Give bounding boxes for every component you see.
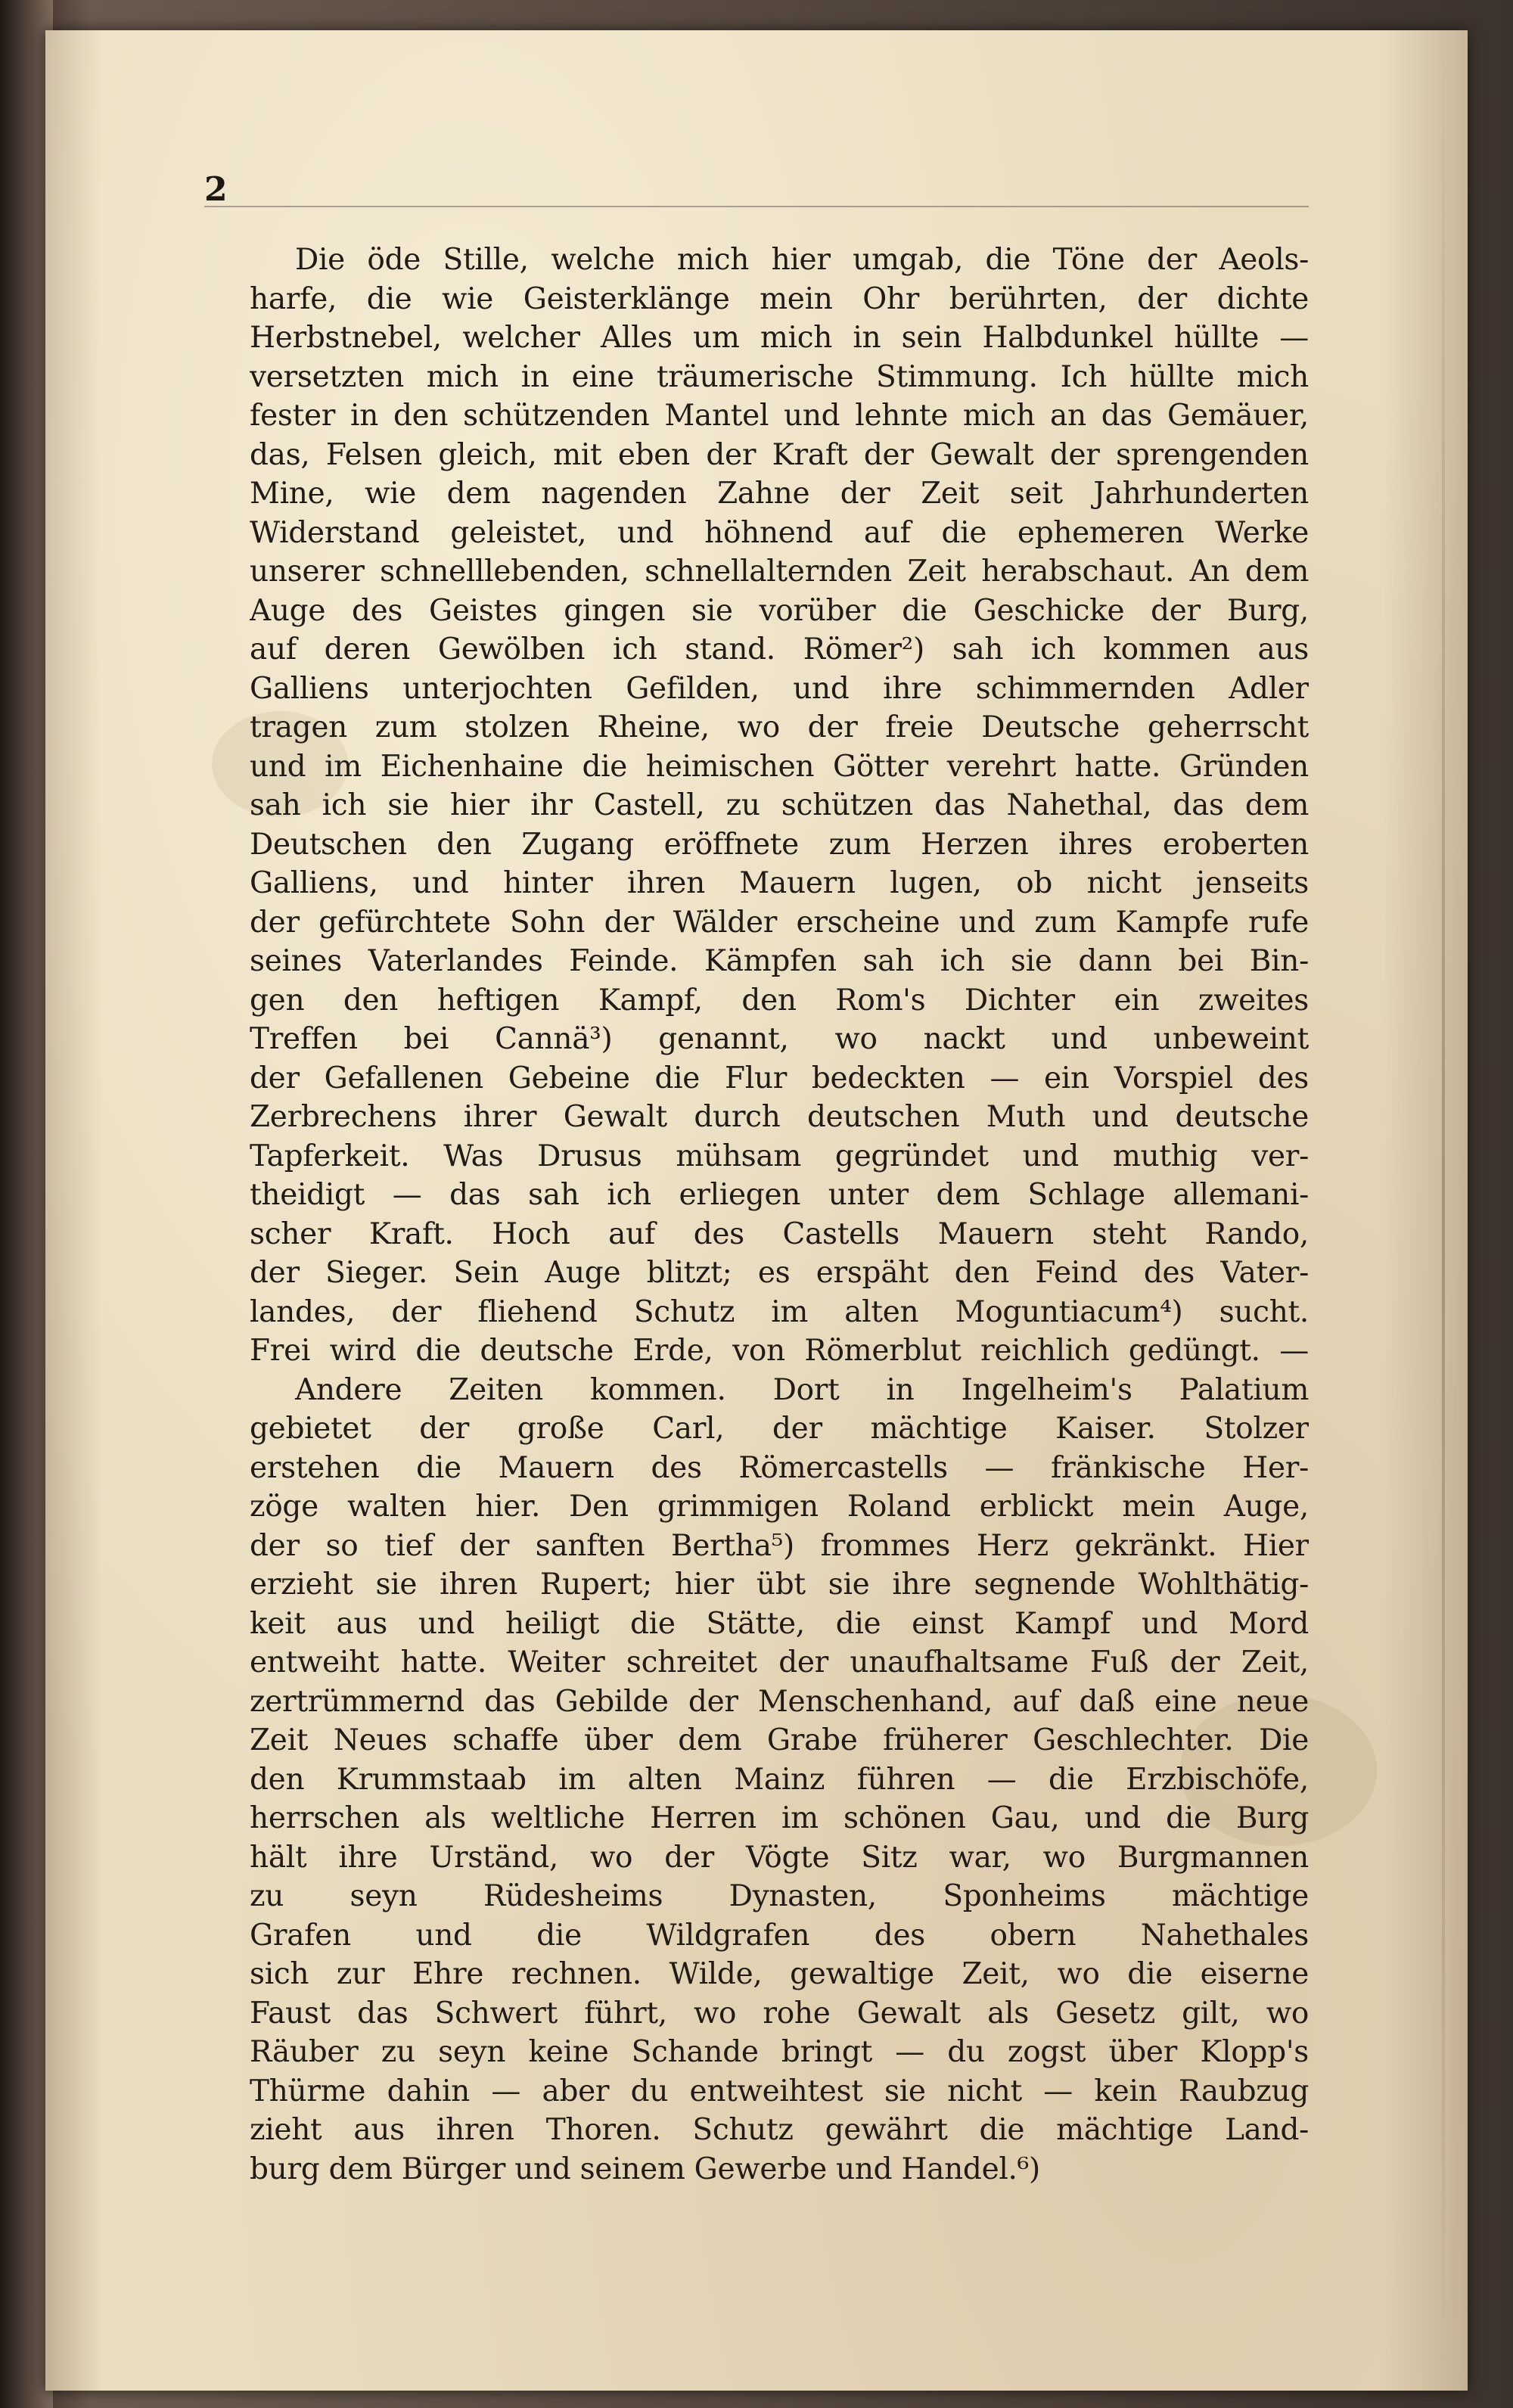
text-line: fester in den schützenden Mantel und lehnte mich an das Gemäuer, xyxy=(250,399,1309,433)
page-number: 2 xyxy=(204,170,228,209)
text-line: zieht aus ihren Thoren. Schutz gewährt die mächtige Land- xyxy=(250,2113,1309,2147)
text-line: sich zur Ehre rechnen. Wilde, gewaltige Zeit, wo die eiserne xyxy=(250,1957,1309,1991)
text-line: den Krummstaab im alten Mainz führen — die Erzbischöfe, xyxy=(250,1762,1309,1797)
text-line: hält ihre Urständ, wo der Vögte Sitz war, wo Burgmannen xyxy=(250,1840,1309,1875)
text-line: erstehen die Mauern des Römercastells — fränkische Her- xyxy=(250,1450,1309,1485)
text-line: Tapferkeit. Was Drusus mühsam gegründet und muthig ver- xyxy=(250,1139,1309,1173)
text-line: gen den heftigen Kampf, den Rom's Dichter ein zweites xyxy=(250,983,1309,1018)
text-line: Galliens, und hinter ihren Mauern lugen, ob nicht jenseits xyxy=(250,866,1309,900)
text-line: landes, der fliehend Schutz im alten Moguntiacum⁴) sucht. xyxy=(250,1294,1309,1329)
text-line: auf deren Gewölben ich stand. Römer²) sah ich kommen aus xyxy=(250,632,1309,666)
text-line: der Gefallenen Gebeine die Flur bedeckten — ein Vorspiel des xyxy=(250,1061,1309,1095)
text-line: harfe, die wie Geisterklänge mein Ohr berührten, der dichte xyxy=(250,281,1309,316)
text-line: Zerbrechens ihrer Gewalt durch deutschen Muth und deutsche xyxy=(250,1100,1309,1134)
text-line: gebietet der große Carl, der mächtige Kaiser. Stolzer xyxy=(250,1412,1309,1446)
text-line: zertrümmernd das Gebilde der Menschenhand, auf daß eine neue xyxy=(250,1684,1309,1719)
text-line: scher Kraft. Hoch auf des Castells Mauern steht Rando, xyxy=(250,1216,1309,1251)
text-line: der Sieger. Sein Auge blitzt; es erspäht den Feind des Vater- xyxy=(250,1256,1309,1290)
page-edge-shadow xyxy=(1442,30,1445,2391)
text-line: unserer schnelllebenden, schnellalternden Zeit herabschaut. An dem xyxy=(250,555,1309,589)
text-line: Auge des Geistes gingen sie vorüber die Geschicke der Burg, xyxy=(250,593,1309,628)
text-line: Herbstnebel, welcher Alles um mich in sein Halbdunkel hüllte — xyxy=(250,321,1309,355)
text-line: zöge walten hier. Den grimmigen Roland erblickt mein Auge, xyxy=(250,1490,1309,1524)
text-line: keit aus und heiligt die Stätte, die einst Kampf und Mord xyxy=(250,1606,1309,1641)
text-line: Faust das Schwert führt, wo rohe Gewalt als Gesetz gilt, wo xyxy=(250,1996,1309,2030)
text-line: sah ich sie hier ihr Castell, zu schützen das Nahethal, das dem xyxy=(250,788,1309,822)
body-text xyxy=(250,241,1309,2189)
text-line: zu seyn Rüdesheims Dynasten, Sponheims mächtige xyxy=(250,1879,1309,1913)
text-line: tragen zum stolzen Rheine, wo der freie Deutsche geherrscht xyxy=(250,710,1309,744)
text-line: Frei wird die deutsche Erde, von Römerblut reichlich gedüngt. — xyxy=(250,1334,1309,1368)
text-line: das, Felsen gleich, mit eben der Kraft der Gewalt der sprengenden xyxy=(250,437,1309,472)
text-line: und im Eichenhaine die heimischen Götter verehrt hatte. Gründen xyxy=(250,749,1309,784)
text-line: Andere Zeiten kommen. Dort in Ingelheim's Palatium xyxy=(295,1372,1309,1407)
text-line: Deutschen den Zugang eröffnete zum Herzen ihres eroberten xyxy=(250,827,1309,862)
text-line: Treffen bei Cannä³) genannt, wo nackt und unbeweint xyxy=(250,1022,1309,1056)
text-line: Galliens unterjochten Gefilden, und ihre schimmernden Adler xyxy=(250,671,1309,706)
text-line: Räuber zu seyn keine Schande bringt — du zogst über Klopp's xyxy=(250,2035,1309,2069)
text-line: burg dem Bürger und seinem Gewerbe und Handel.⁶) xyxy=(250,2152,1040,2186)
text-line: Mine, wie dem nagenden Zahne der Zeit seit Jahrhunderten xyxy=(250,477,1309,511)
text-line: Widerstand geleistet, und höhnend auf die ephemeren Werke xyxy=(250,515,1309,550)
text-line: erzieht sie ihren Rupert; hier übt sie ihre segnende Wohlthätig- xyxy=(250,1568,1309,1602)
text-line: Die öde Stille, welche mich hier umgab, die Töne der Aeols- xyxy=(295,243,1309,277)
header-rule xyxy=(204,206,1309,207)
text-line: theidigt — das sah ich erliegen unter dem Schlage allemani- xyxy=(250,1178,1309,1212)
text-line: Zeit Neues schaffe über dem Grabe früherer Geschlechter. Die xyxy=(250,1723,1309,1757)
text-line: Thürme dahin — aber du entweihtest sie nicht — kein Raubzug xyxy=(250,2074,1309,2108)
text-line: entweiht hatte. Weiter schreitet der unaufhaltsame Fuß der Zeit, xyxy=(250,1645,1309,1679)
text-line: seines Vaterlandes Feinde. Kämpfen sah ich sie dann bei Bin- xyxy=(250,944,1309,978)
text-line: herrschen als weltliche Herren im schönen Gau, und die Burg xyxy=(250,1801,1309,1835)
text-line: versetzten mich in eine träumerische Stimmung. Ich hüllte mich xyxy=(250,359,1309,394)
text-line: Grafen und die Wildgrafen des obern Nahethales xyxy=(250,1918,1309,1953)
text-line: der so tief der sanften Bertha⁵) frommes Herz gekränkt. Hier xyxy=(250,1528,1309,1563)
text-line: der gefürchtete Sohn der Wälder erscheine und zum Kampfe rufe xyxy=(250,905,1309,940)
